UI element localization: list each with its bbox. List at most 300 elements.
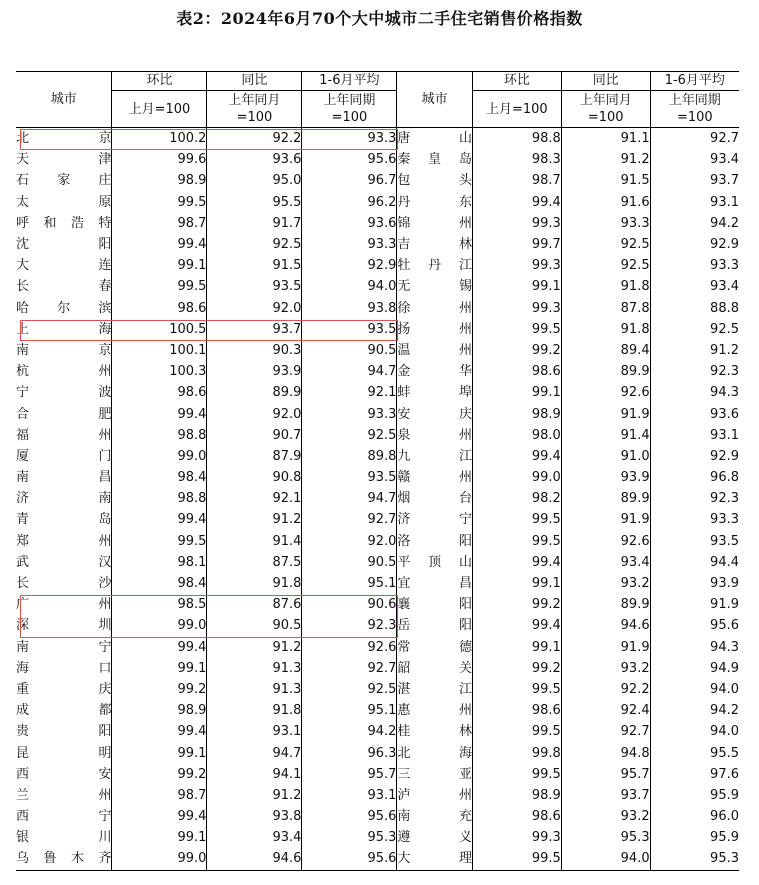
yoy-value-cell: 94.6 xyxy=(561,615,650,636)
mom-value-cell: 98.9 xyxy=(112,170,207,191)
table-row xyxy=(16,488,739,509)
mom-value-cell: 99.4 xyxy=(112,509,207,530)
yoy-value-cell: 91.2 xyxy=(207,785,302,806)
avg-value-cell: 94.2 xyxy=(650,700,739,721)
yoy-value-cell: 91.7 xyxy=(207,213,302,234)
avg-value-cell: 95.5 xyxy=(650,742,739,763)
avg-value-cell: 92.9 xyxy=(650,446,739,467)
yoy-value-cell: 95.7 xyxy=(561,764,650,785)
table-row xyxy=(16,721,739,742)
yoy-value-cell: 91.8 xyxy=(561,319,650,340)
avg-header-left: 1-6月平均 xyxy=(302,72,397,91)
mom-value-cell: 99.6 xyxy=(112,149,207,170)
yoy-value-cell: 91.2 xyxy=(207,637,302,658)
yoy-value-cell: 92.0 xyxy=(207,298,302,319)
city-name-cell: 宜昌 xyxy=(397,573,473,594)
avg-value-cell: 96.8 xyxy=(650,467,739,488)
mom-value-cell: 99.1 xyxy=(472,637,561,658)
yoy-value-cell: 91.0 xyxy=(561,446,650,467)
avg-header-right: 1-6月平均 xyxy=(650,72,739,91)
yoy-value-cell: 92.2 xyxy=(561,679,650,700)
avg-value-cell: 93.1 xyxy=(302,785,397,806)
table-title: 表2：2024年6月70个大中城市二手住宅销售价格指数 xyxy=(176,9,583,28)
avg-value-cell: 90.5 xyxy=(302,340,397,361)
table-row xyxy=(16,298,739,319)
avg-value-cell: 93.3 xyxy=(302,128,397,150)
city-name-cell: 温州 xyxy=(397,340,473,361)
yoy-value-cell: 94.7 xyxy=(207,742,302,763)
mom-value-cell: 99.4 xyxy=(112,806,207,827)
mom-value-cell: 99.2 xyxy=(112,679,207,700)
avg-value-cell: 93.3 xyxy=(302,403,397,424)
yoy-base-line1: 上年同月 xyxy=(228,93,281,108)
yoy-value-cell: 92.2 xyxy=(207,128,302,150)
table-row xyxy=(16,382,739,403)
table-row xyxy=(16,128,739,150)
city-name-cell: 九江 xyxy=(397,446,473,467)
mom-value-cell: 98.9 xyxy=(472,785,561,806)
table-row xyxy=(16,637,739,658)
mom-value-cell: 98.8 xyxy=(112,425,207,446)
yoy-value-cell: 92.5 xyxy=(561,234,650,255)
avg-value-cell: 92.5 xyxy=(302,425,397,446)
yoy-base-line2: =100 xyxy=(236,110,273,125)
avg-value-cell: 92.5 xyxy=(302,679,397,700)
city-name-cell: 平顶山 xyxy=(397,552,473,573)
yoy-value-cell: 94.1 xyxy=(207,764,302,785)
city-name-cell: 襄阳 xyxy=(397,594,473,615)
avg-value-cell: 92.3 xyxy=(650,488,739,509)
yoy-value-cell: 89.9 xyxy=(561,361,650,382)
yoy-value-cell: 91.9 xyxy=(561,637,650,658)
avg-value-cell: 94.7 xyxy=(302,361,397,382)
avg-value-cell: 93.3 xyxy=(650,509,739,530)
avg-value-cell: 94.0 xyxy=(650,679,739,700)
avg-value-cell: 94.4 xyxy=(650,552,739,573)
mom-value-cell: 99.4 xyxy=(472,192,561,213)
mom-value-cell: 99.1 xyxy=(472,276,561,297)
city-name-cell: 包头 xyxy=(397,170,473,191)
table-row xyxy=(16,509,739,530)
avg-value-cell: 91.2 xyxy=(650,340,739,361)
city-name-cell: 洛阳 xyxy=(397,531,473,552)
mom-value-cell: 98.9 xyxy=(112,700,207,721)
avg-value-cell: 96.2 xyxy=(302,192,397,213)
avg-value-cell: 95.9 xyxy=(650,785,739,806)
mom-value-cell: 99.4 xyxy=(472,552,561,573)
avg-base-line1: 上年同期 xyxy=(323,93,376,108)
mom-value-cell: 100.1 xyxy=(112,340,207,361)
yoy-base-right xyxy=(561,91,650,128)
city-name-cell: 吉林 xyxy=(397,234,473,255)
avg-value-cell: 93.5 xyxy=(302,467,397,488)
mom-value-cell: 98.6 xyxy=(472,806,561,827)
city-name-cell: 大理 xyxy=(397,848,473,870)
city-name-cell: 重庆 xyxy=(16,681,112,697)
avg-value-cell: 95.1 xyxy=(302,573,397,594)
avg-value-cell: 92.7 xyxy=(650,128,739,150)
city-name-cell: 长春 xyxy=(16,279,112,295)
table-row xyxy=(16,192,739,213)
mom-value-cell: 99.5 xyxy=(112,192,207,213)
city-name-cell: 西安 xyxy=(16,766,112,782)
city-name-cell: 宁波 xyxy=(16,385,112,401)
mom-value-cell: 99.7 xyxy=(472,234,561,255)
avg-value-cell: 93.4 xyxy=(650,276,739,297)
city-name-cell: 唐山 xyxy=(397,128,473,150)
city-name-cell: 岳阳 xyxy=(397,615,473,636)
city-name-cell: 常德 xyxy=(397,637,473,658)
avg-value-cell: 96.3 xyxy=(302,742,397,763)
yoy-value-cell: 89.4 xyxy=(561,340,650,361)
table-row xyxy=(16,764,739,785)
city-name-cell: 福州 xyxy=(16,427,112,443)
yoy-value-cell: 95.0 xyxy=(207,170,302,191)
mom-header-left: 环比 xyxy=(112,72,207,91)
mom-value-cell: 98.0 xyxy=(472,425,561,446)
city-name-cell: 牡丹江 xyxy=(397,255,473,276)
table-row xyxy=(16,255,739,276)
mom-base-right: 上月=100 xyxy=(472,91,561,128)
yoy-value-cell: 93.3 xyxy=(561,213,650,234)
mom-value-cell: 99.8 xyxy=(472,742,561,763)
table-row xyxy=(16,213,739,234)
avg-value-cell: 94.3 xyxy=(650,382,739,403)
yoy-value-cell: 93.6 xyxy=(207,149,302,170)
avg-value-cell: 93.5 xyxy=(302,319,397,340)
city-name-cell: 厦门 xyxy=(16,448,112,464)
city-name-cell: 徐州 xyxy=(397,298,473,319)
avg-value-cell: 94.9 xyxy=(650,658,739,679)
avg-base-left xyxy=(302,91,397,128)
mom-value-cell: 98.5 xyxy=(112,594,207,615)
city-name-cell: 贵阳 xyxy=(16,724,112,740)
city-name-cell: 乌鲁木齐 xyxy=(16,848,112,870)
city-name-cell: 安庆 xyxy=(397,403,473,424)
yoy-value-cell: 92.5 xyxy=(561,255,650,276)
city-name-cell: 泸州 xyxy=(397,785,473,806)
city-name-cell: 青岛 xyxy=(16,512,112,528)
mom-value-cell: 98.4 xyxy=(112,467,207,488)
yoy-value-cell: 91.5 xyxy=(561,170,650,191)
table-row xyxy=(16,594,739,615)
city-header-left: 城市 xyxy=(16,72,112,128)
city-name-cell: 哈尔滨 xyxy=(16,300,112,316)
city-name-cell: 大连 xyxy=(16,258,112,274)
yoy-value-cell: 92.7 xyxy=(561,721,650,742)
yoy-value-cell: 87.6 xyxy=(207,594,302,615)
yoy-value-cell: 93.8 xyxy=(207,806,302,827)
mom-header-right: 环比 xyxy=(472,72,561,91)
avg-value-cell: 97.6 xyxy=(650,764,739,785)
city-name-cell: 遵义 xyxy=(397,827,473,848)
avg-value-cell: 94.7 xyxy=(302,488,397,509)
mom-value-cell: 99.3 xyxy=(472,255,561,276)
avg-value-cell: 92.5 xyxy=(650,319,739,340)
yoy-value-cell: 91.3 xyxy=(207,658,302,679)
city-name-cell: 南京 xyxy=(16,342,112,358)
yoy-value-cell: 94.6 xyxy=(207,848,302,870)
table-row xyxy=(16,446,739,467)
avg-value-cell: 93.7 xyxy=(650,170,739,191)
mom-value-cell: 100.5 xyxy=(112,319,207,340)
avg-value-cell: 92.3 xyxy=(302,615,397,636)
table-row xyxy=(16,361,739,382)
avg-value-cell: 92.7 xyxy=(302,509,397,530)
city-name-cell: 海口 xyxy=(16,660,112,676)
city-header-right: 城市 xyxy=(397,72,473,128)
city-name-cell: 北海 xyxy=(397,742,473,763)
table-row xyxy=(16,276,739,297)
mom-value-cell: 99.0 xyxy=(472,467,561,488)
avg-value-cell: 95.9 xyxy=(650,827,739,848)
table-row xyxy=(16,403,739,424)
avg-value-cell: 95.6 xyxy=(650,615,739,636)
avg-value-cell: 89.8 xyxy=(302,446,397,467)
mom-value-cell: 98.7 xyxy=(112,213,207,234)
city-name-cell: 太原 xyxy=(16,194,112,210)
table-row xyxy=(16,149,739,170)
avg-base-line2: =100 xyxy=(331,110,368,125)
mom-value-cell: 99.5 xyxy=(472,531,561,552)
city-name-cell: 上海 xyxy=(16,321,112,337)
city-name-cell: 济南 xyxy=(16,491,112,507)
avg-value-cell: 92.7 xyxy=(302,658,397,679)
yoy-value-cell: 93.4 xyxy=(561,552,650,573)
mom-value-cell: 98.9 xyxy=(472,403,561,424)
mom-value-cell: 99.5 xyxy=(472,848,561,870)
mom-value-cell: 99.1 xyxy=(472,573,561,594)
avg-value-cell: 96.0 xyxy=(650,806,739,827)
table-row xyxy=(16,615,739,636)
mom-value-cell: 99.5 xyxy=(112,531,207,552)
mom-value-cell: 98.3 xyxy=(472,149,561,170)
yoy-value-cell: 95.5 xyxy=(207,192,302,213)
city-name-cell: 扬州 xyxy=(397,319,473,340)
yoy-value-cell: 92.0 xyxy=(207,403,302,424)
table-row xyxy=(16,679,739,700)
city-name-cell: 昆明 xyxy=(16,745,112,761)
mom-value-cell: 99.5 xyxy=(472,319,561,340)
city-name-cell: 金华 xyxy=(397,361,473,382)
yoy-value-cell: 91.9 xyxy=(561,509,650,530)
yoy-value-cell: 91.8 xyxy=(207,573,302,594)
yoy-value-cell: 93.5 xyxy=(207,276,302,297)
avg-base-line2: =100 xyxy=(676,110,713,125)
mom-base-left: 上月=100 xyxy=(112,91,207,128)
avg-value-cell: 92.0 xyxy=(302,531,397,552)
mom-value-cell: 99.5 xyxy=(472,721,561,742)
mom-value-cell: 98.7 xyxy=(472,170,561,191)
avg-value-cell: 93.3 xyxy=(302,234,397,255)
yoy-value-cell: 92.5 xyxy=(207,234,302,255)
city-name-cell: 武汉 xyxy=(16,554,112,570)
yoy-value-cell: 93.9 xyxy=(207,361,302,382)
table-row xyxy=(16,658,739,679)
avg-value-cell: 93.5 xyxy=(650,531,739,552)
yoy-value-cell: 92.6 xyxy=(561,531,650,552)
mom-value-cell: 99.0 xyxy=(112,446,207,467)
city-name-cell: 泉州 xyxy=(397,425,473,446)
mom-value-cell: 99.5 xyxy=(472,509,561,530)
yoy-value-cell: 87.8 xyxy=(561,298,650,319)
table-row xyxy=(16,848,739,870)
mom-value-cell: 99.4 xyxy=(472,615,561,636)
city-name-cell: 济宁 xyxy=(397,509,473,530)
yoy-value-cell: 91.2 xyxy=(207,509,302,530)
avg-value-cell: 92.9 xyxy=(650,234,739,255)
table-row xyxy=(16,806,739,827)
city-name-cell: 杭州 xyxy=(16,364,112,380)
city-name-cell: 银川 xyxy=(16,830,112,846)
mom-value-cell: 99.2 xyxy=(472,594,561,615)
city-name-cell: 三亚 xyxy=(397,764,473,785)
avg-value-cell: 90.5 xyxy=(302,552,397,573)
yoy-value-cell: 93.4 xyxy=(207,827,302,848)
avg-base-line1: 上年同期 xyxy=(668,93,721,108)
avg-value-cell: 95.1 xyxy=(302,700,397,721)
table-row xyxy=(16,467,739,488)
yoy-value-cell: 89.9 xyxy=(561,488,650,509)
yoy-value-cell: 94.0 xyxy=(561,848,650,870)
yoy-value-cell: 90.7 xyxy=(207,425,302,446)
yoy-base-line2: =100 xyxy=(587,110,624,125)
city-name-cell: 湛江 xyxy=(397,679,473,700)
mom-value-cell: 98.7 xyxy=(112,785,207,806)
city-name-cell: 桂林 xyxy=(397,721,473,742)
mom-value-cell: 98.2 xyxy=(472,488,561,509)
yoy-value-cell: 91.4 xyxy=(561,425,650,446)
city-name-cell: 合肥 xyxy=(16,406,112,422)
table-row xyxy=(16,319,739,340)
mom-value-cell: 99.5 xyxy=(472,679,561,700)
table-body xyxy=(16,128,739,871)
avg-value-cell: 88.8 xyxy=(650,298,739,319)
mom-value-cell: 99.3 xyxy=(472,827,561,848)
mom-value-cell: 99.2 xyxy=(112,764,207,785)
city-name-cell: 呼和浩特 xyxy=(16,215,112,231)
avg-value-cell: 92.6 xyxy=(302,637,397,658)
city-name-cell: 南充 xyxy=(397,806,473,827)
avg-value-cell: 93.6 xyxy=(302,213,397,234)
city-name-cell: 石家庄 xyxy=(16,173,112,189)
yoy-value-cell: 93.1 xyxy=(207,721,302,742)
mom-value-cell: 98.8 xyxy=(472,128,561,150)
yoy-value-cell: 92.1 xyxy=(207,488,302,509)
yoy-value-cell: 90.8 xyxy=(207,467,302,488)
table-row xyxy=(16,827,739,848)
yoy-value-cell: 93.9 xyxy=(561,467,650,488)
city-name-cell: 赣州 xyxy=(397,467,473,488)
mom-value-cell: 98.1 xyxy=(112,552,207,573)
avg-value-cell: 92.1 xyxy=(302,382,397,403)
avg-value-cell: 94.3 xyxy=(650,637,739,658)
mom-value-cell: 99.1 xyxy=(112,742,207,763)
mom-value-cell: 99.5 xyxy=(112,276,207,297)
mom-value-cell: 99.3 xyxy=(472,298,561,319)
city-name-cell: 韶关 xyxy=(397,658,473,679)
city-name-cell: 天津 xyxy=(16,152,112,168)
avg-value-cell: 92.9 xyxy=(302,255,397,276)
mom-value-cell: 99.5 xyxy=(472,764,561,785)
yoy-value-cell: 87.9 xyxy=(207,446,302,467)
city-name-cell: 南宁 xyxy=(16,639,112,655)
table-row xyxy=(16,742,739,763)
avg-value-cell: 93.6 xyxy=(650,403,739,424)
mom-value-cell: 100.3 xyxy=(112,361,207,382)
city-name-cell: 北京 xyxy=(16,131,112,147)
city-name-cell: 长沙 xyxy=(16,576,112,592)
avg-value-cell: 94.2 xyxy=(650,213,739,234)
yoy-value-cell: 89.9 xyxy=(561,594,650,615)
avg-value-cell: 95.6 xyxy=(302,149,397,170)
mom-value-cell: 99.0 xyxy=(112,615,207,636)
avg-value-cell: 95.6 xyxy=(302,848,397,870)
mom-value-cell: 99.4 xyxy=(112,403,207,424)
city-name-cell: 无锡 xyxy=(397,276,473,297)
mom-value-cell: 98.6 xyxy=(112,382,207,403)
table-row xyxy=(16,234,739,255)
avg-value-cell: 93.4 xyxy=(650,149,739,170)
mom-value-cell: 99.4 xyxy=(112,721,207,742)
yoy-value-cell: 92.4 xyxy=(561,700,650,721)
mom-value-cell: 99.2 xyxy=(472,340,561,361)
table-header xyxy=(16,72,739,128)
city-name-cell: 锦州 xyxy=(397,213,473,234)
mom-value-cell: 99.4 xyxy=(112,234,207,255)
yoy-header-left: 同比 xyxy=(207,72,302,91)
avg-value-cell: 94.0 xyxy=(650,721,739,742)
avg-value-cell: 93.9 xyxy=(650,573,739,594)
city-name-cell: 惠州 xyxy=(397,700,473,721)
yoy-value-cell: 91.9 xyxy=(561,403,650,424)
avg-value-cell: 93.8 xyxy=(302,298,397,319)
mom-value-cell: 99.2 xyxy=(472,658,561,679)
avg-value-cell: 94.0 xyxy=(302,276,397,297)
avg-value-cell: 93.1 xyxy=(650,192,739,213)
table-row xyxy=(16,340,739,361)
table-row xyxy=(16,573,739,594)
city-name-cell: 广州 xyxy=(16,597,112,613)
avg-value-cell: 95.3 xyxy=(650,848,739,870)
mom-value-cell: 99.1 xyxy=(112,827,207,848)
yoy-value-cell: 91.2 xyxy=(561,149,650,170)
yoy-value-cell: 90.5 xyxy=(207,615,302,636)
yoy-value-cell: 91.4 xyxy=(207,531,302,552)
avg-value-cell: 94.2 xyxy=(302,721,397,742)
table-row xyxy=(16,700,739,721)
city-name-cell: 烟台 xyxy=(397,488,473,509)
yoy-value-cell: 95.3 xyxy=(561,827,650,848)
yoy-header-right: 同比 xyxy=(561,72,650,91)
table-row xyxy=(16,170,739,191)
yoy-base-left xyxy=(207,91,302,128)
yoy-value-cell: 92.6 xyxy=(561,382,650,403)
table-row xyxy=(16,425,739,446)
yoy-value-cell: 93.7 xyxy=(207,319,302,340)
yoy-value-cell: 93.2 xyxy=(561,658,650,679)
yoy-value-cell: 91.8 xyxy=(207,700,302,721)
yoy-base-line1: 上年同月 xyxy=(579,93,632,108)
city-name-cell: 秦皇岛 xyxy=(397,149,473,170)
table-row xyxy=(16,552,739,573)
mom-value-cell: 98.8 xyxy=(112,488,207,509)
mom-value-cell: 99.3 xyxy=(472,213,561,234)
mom-value-cell: 99.1 xyxy=(472,382,561,403)
yoy-value-cell: 90.3 xyxy=(207,340,302,361)
city-name-cell: 丹东 xyxy=(397,192,473,213)
mom-value-cell: 99.1 xyxy=(112,255,207,276)
